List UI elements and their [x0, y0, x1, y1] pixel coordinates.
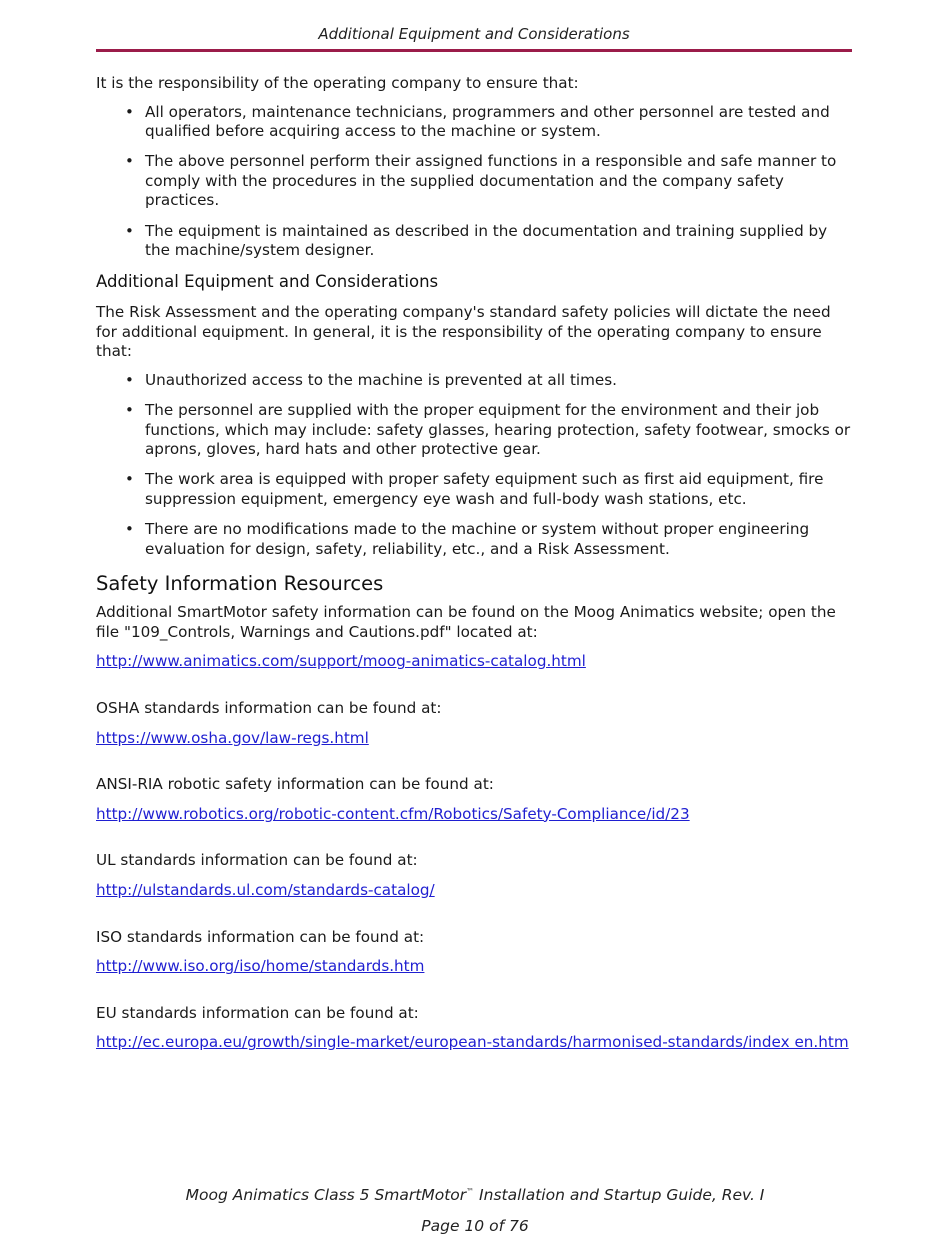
list-item: • There are no modifications made to the machine or system without proper engineering evaluation for design, safety, reliability, etc., and a Risk Assessment.	[96, 520, 856, 559]
footer-title-suffix: Installation and Startup Guide, Rev. I	[474, 1186, 765, 1204]
animatics-catalog-link[interactable]: http://www.animatics.com/support/moog-animatics-catalog.html	[96, 652, 586, 671]
list-item: • The work area is equipped with proper safety equipment such as first aid equipment, fire suppression equipment, emergency eye wash and full-body wash stations, etc.	[96, 470, 856, 509]
page-content	[96, 74, 856, 1080]
responsibility-list	[96, 103, 856, 261]
osha-label: OSHA standards information can be found at:	[96, 699, 442, 718]
iso-label: ISO standards information can be found at:	[96, 927, 425, 946]
section-heading: Additional Equipment and Considerations	[96, 272, 439, 292]
page-number: Page 10 of 76	[421, 1217, 529, 1235]
intro-paragraph: It is the responsibility of the operating company to ensure that:	[96, 74, 579, 92]
equipment-list	[96, 371, 856, 559]
section-heading: Safety Information Resources	[96, 572, 384, 596]
section-paragraph: The Risk Assessment and the operating company's standard safety policies will dictate the need for additional equipment. In general, it is the responsibility of the operating company to ensure that:	[96, 303, 831, 361]
list-item: • Unauthorized access to the machine is prevented at all times.	[96, 371, 856, 391]
footer-title-prefix: Moog Animatics Class 5 SmartMotor	[185, 1186, 467, 1204]
ansi-ria-link[interactable]: http://www.robotics.org/robotic-content.cfm/Robotics/Safety-Compliance/id/23	[96, 804, 690, 823]
eu-label: EU standards information can be found at:	[96, 1003, 419, 1022]
ul-link[interactable]: http://ulstandards.ul.com/standards-catalog/	[96, 881, 435, 900]
osha-link[interactable]: https://www.osha.gov/law-regs.html	[96, 728, 369, 747]
iso-link[interactable]: http://www.iso.org/iso/home/standards.htm	[96, 957, 425, 976]
ul-label: UL standards information can be found at:	[96, 851, 418, 870]
footer-title	[0, 1186, 950, 1204]
running-header: Additional Equipment and Considerations	[318, 25, 630, 43]
list-item: • The personnel are supplied with the proper equipment for the environment and their job functions, which may include: safety glasses, hearing protection, safety footwear, smocks or aprons, gloves, hard hats and other protective gear.	[96, 401, 856, 460]
header-rule	[96, 49, 852, 52]
list-item: • The above personnel perform their assigned functions in a responsible and safe manner to comply with the procedures in the supplied documentation and the company safety practices.	[96, 152, 856, 211]
resources-intro: Additional SmartMotor safety information can be found on the Moog Animatics website; open the file "109_Controls, Warnings and Cautions.pdf" located at:	[96, 603, 836, 641]
eu-link[interactable]: http://ec.europa.eu/growth/single-market/european-standards/harmonised-standards/index en.htm	[96, 1033, 849, 1052]
list-item: • All operators, maintenance technicians, programmers and other personnel are tested and qualified before acquiring access to the machine or system.	[96, 103, 856, 142]
trademark-mark: ™	[466, 1186, 475, 1196]
ansi-ria-label: ANSI-RIA robotic safety information can be found at:	[96, 775, 494, 794]
list-item: • The equipment is maintained as described in the documentation and training supplied by the machine/system designer.	[96, 222, 856, 261]
